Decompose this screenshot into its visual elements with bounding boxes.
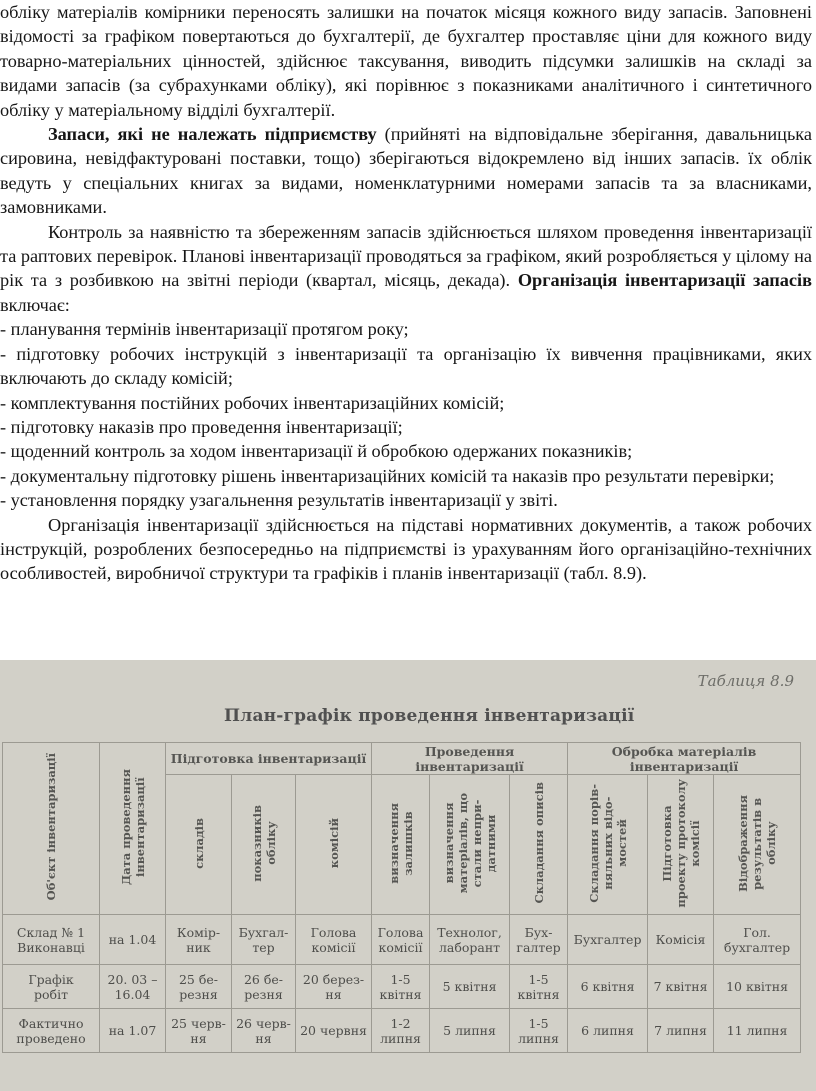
group-header-processing: Обробка матеріалів інвентаризації [568,743,801,775]
header-object: Об'єкт інвентаризації [3,743,100,915]
table-cell: 7 квітня [648,965,714,1009]
table-cell: 1-5 липня [510,1009,568,1053]
bold-heading-inventory-organization: Організація інвентаризації запасів [517,270,812,291]
table-label: Таблиця 8.9 [697,672,794,690]
table-title: План-графік проведення інвентаризації [224,706,635,726]
subheader: Складання описів [510,775,568,915]
table-cell: 11 липня [714,1009,801,1053]
subheader: Відображення результатів в обліку [714,775,801,915]
table-cell: 25 бе- резня [166,965,232,1009]
table-row [3,915,801,965]
paragraph-2-rest: (прийняті на відповідальне зберігання, давальницька сировина, невідфактуровані поставки, тощо) зберігаються відокремлено від інших запасів. їх облік ведуть у спеціальних книгах за видами, номенклатурними номерами запасів та за власниками, замовниками. [0,124,812,218]
paragraph-3 [0,220,812,318]
table-cell: 20 берез- ня [296,965,372,1009]
table-cell: Технолог, лаборант [430,915,510,965]
table-cell: Бухгалтер [568,915,648,965]
table-cell: 1-2 липня [372,1009,430,1053]
subheader: показників обліку [232,775,296,915]
table-cell: на 1.07 [100,1009,166,1053]
table-cell: 25 черв- ня [166,1009,232,1053]
table-cell: 6 липня [568,1009,648,1053]
table-cell: Бух- галтер [510,915,568,965]
inventory-schedule-table [2,742,801,1053]
table-cell: 6 квітня [568,965,648,1009]
table-cell: Голова комісії [372,915,430,965]
list-item: - комплектування постійних робочих інвентаризаційних комісій; [0,392,505,413]
table-cell: 1-5 квітня [510,965,568,1009]
paragraph-4: Організація інвентаризації здійснюється на підставі нормативних документів, а також робочих інструкцій, розроблених безпосередньо на підприємстві із урахуванням його організаційно-технічних особливостей, виробничої структури та графіків і планів інвентаризації (табл. 8.9). [0,514,812,584]
group-header-conduct: Проведення інвентаризації [372,743,568,775]
header-date: Дата проведення інвентаризації [100,743,166,915]
subheader: складів [166,775,232,915]
table-cell: Комір- ник [166,915,232,965]
subheader: Підготовка проекту протоколу комісії [648,775,714,915]
table-cell: Комісія [648,915,714,965]
table-cell: 5 липня [430,1009,510,1053]
scanned-table-image [0,660,816,1091]
paragraph-3-end: включає: [0,294,70,315]
subheader: Складання порів- няльних відо- мостей [568,775,648,915]
table-cell: 26 черв- ня [232,1009,296,1053]
paragraph-1: обліку матеріалів комірники переносять залишки на початок місяця кожного виду запасів. Заповнені відомості за графіком повертаються до бухгалтерії, де бухгалтер проставляє ціни для кожного виду товарно-матеріальних цінностей, здійснює таксування, виводить підсумки залишків на складі за видами запасів (за субрахунками обліку), які порівнює з показниками аналітичного і синтетичного обліку у матеріальному відділі бухгалтерії. [0,2,812,120]
table-cell: 26 бе- резня [232,965,296,1009]
table-cell: Фактично проведено [3,1009,100,1053]
table-cell: 20. 03 – 16.04 [100,965,166,1009]
table-cell: 10 квітня [714,965,801,1009]
list-item: - щоденний контроль за ходом інвентаризації й обробкою одержаних показників; [0,441,633,462]
table-cell: Графік робіт [3,965,100,1009]
table-cell: 7 липня [648,1009,714,1053]
subheader: визначення залишків [372,775,430,915]
group-header-preparation: Підготовка інвентаризації [166,743,372,775]
table-cell: Голова комісії [296,915,372,965]
paragraph-2 [0,122,812,220]
list-item: - документальну підготовку рішень інвентаризаційних комісій та наказів про результати перевірки; [0,465,775,486]
table-cell: Гол. бухгалтер [714,915,801,965]
subheader: комісій [296,775,372,915]
table-cell: 1-5 квітня [372,965,430,1009]
list-item: - планування термінів інвентаризації протягом року; [0,319,409,340]
list-item: - установлення порядку узагальнення результатів інвентаризації у звіті. [0,490,558,511]
table-row [3,1009,801,1053]
table-cell: Бухгал- тер [232,915,296,965]
list-item: - підготовку робочих інструкцій з інвентаризації та організацію їх вивчення працівниками, яких включають до складу комісій; [0,343,812,389]
table-cell: Склад № 1 Виконавці [3,915,100,965]
table-row [3,965,801,1009]
subheader: визначення матеріалів, що стали непри- датними [430,775,510,915]
paragraph-3-start: Контроль за наявністю та збереженням запасів здійснюється шляхом проведення інвентаризації та раптових перевірок. Планові інвентаризації проводяться за графіком, який розробляється у цілому на рік та з розбивкою на звітні періоди (квартал, місяць, декада). [0,221,812,291]
table-cell: на 1.04 [100,915,166,965]
list-item: - підготовку наказів про проведення інвентаризації; [0,416,403,437]
table-cell: 20 червня [296,1009,372,1053]
table-cell: 5 квітня [430,965,510,1009]
bold-heading-non-owned-stock: Запаси, які не належать підприємству [48,124,377,145]
